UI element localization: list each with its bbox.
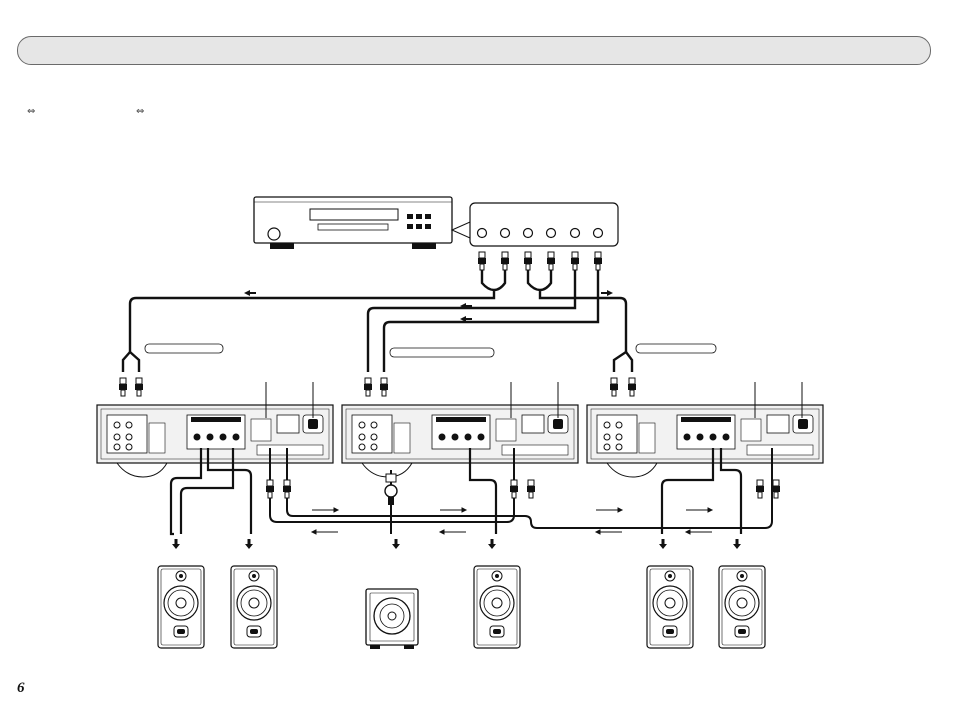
interconnect-cables — [123, 270, 632, 372]
label-bar — [145, 344, 223, 353]
cd-player — [254, 197, 452, 249]
bidirectional-arrow-icon: ⇔ — [136, 106, 145, 117]
label-bar — [390, 348, 494, 357]
speaker-5 — [719, 566, 765, 648]
speaker-3 — [474, 566, 520, 648]
speaker-1 — [158, 566, 204, 648]
signal-arrow-icons — [244, 290, 613, 322]
subwoofer-plug — [385, 474, 397, 505]
amplifier-center — [342, 405, 578, 477]
label-bar — [636, 344, 716, 353]
bidirectional-arrow-icon: ⇔ — [27, 106, 36, 117]
output-jack-panel — [452, 203, 618, 246]
speaker-2 — [231, 566, 277, 648]
down-arrow-icons — [172, 539, 741, 549]
link-plugs — [266, 480, 780, 498]
amplifier-left — [97, 405, 333, 477]
source-rca-plugs — [478, 252, 602, 270]
speaker-4 — [647, 566, 693, 648]
page-number: 6 — [17, 680, 25, 696]
amplifier-right — [587, 405, 823, 477]
subwoofer — [366, 589, 418, 649]
